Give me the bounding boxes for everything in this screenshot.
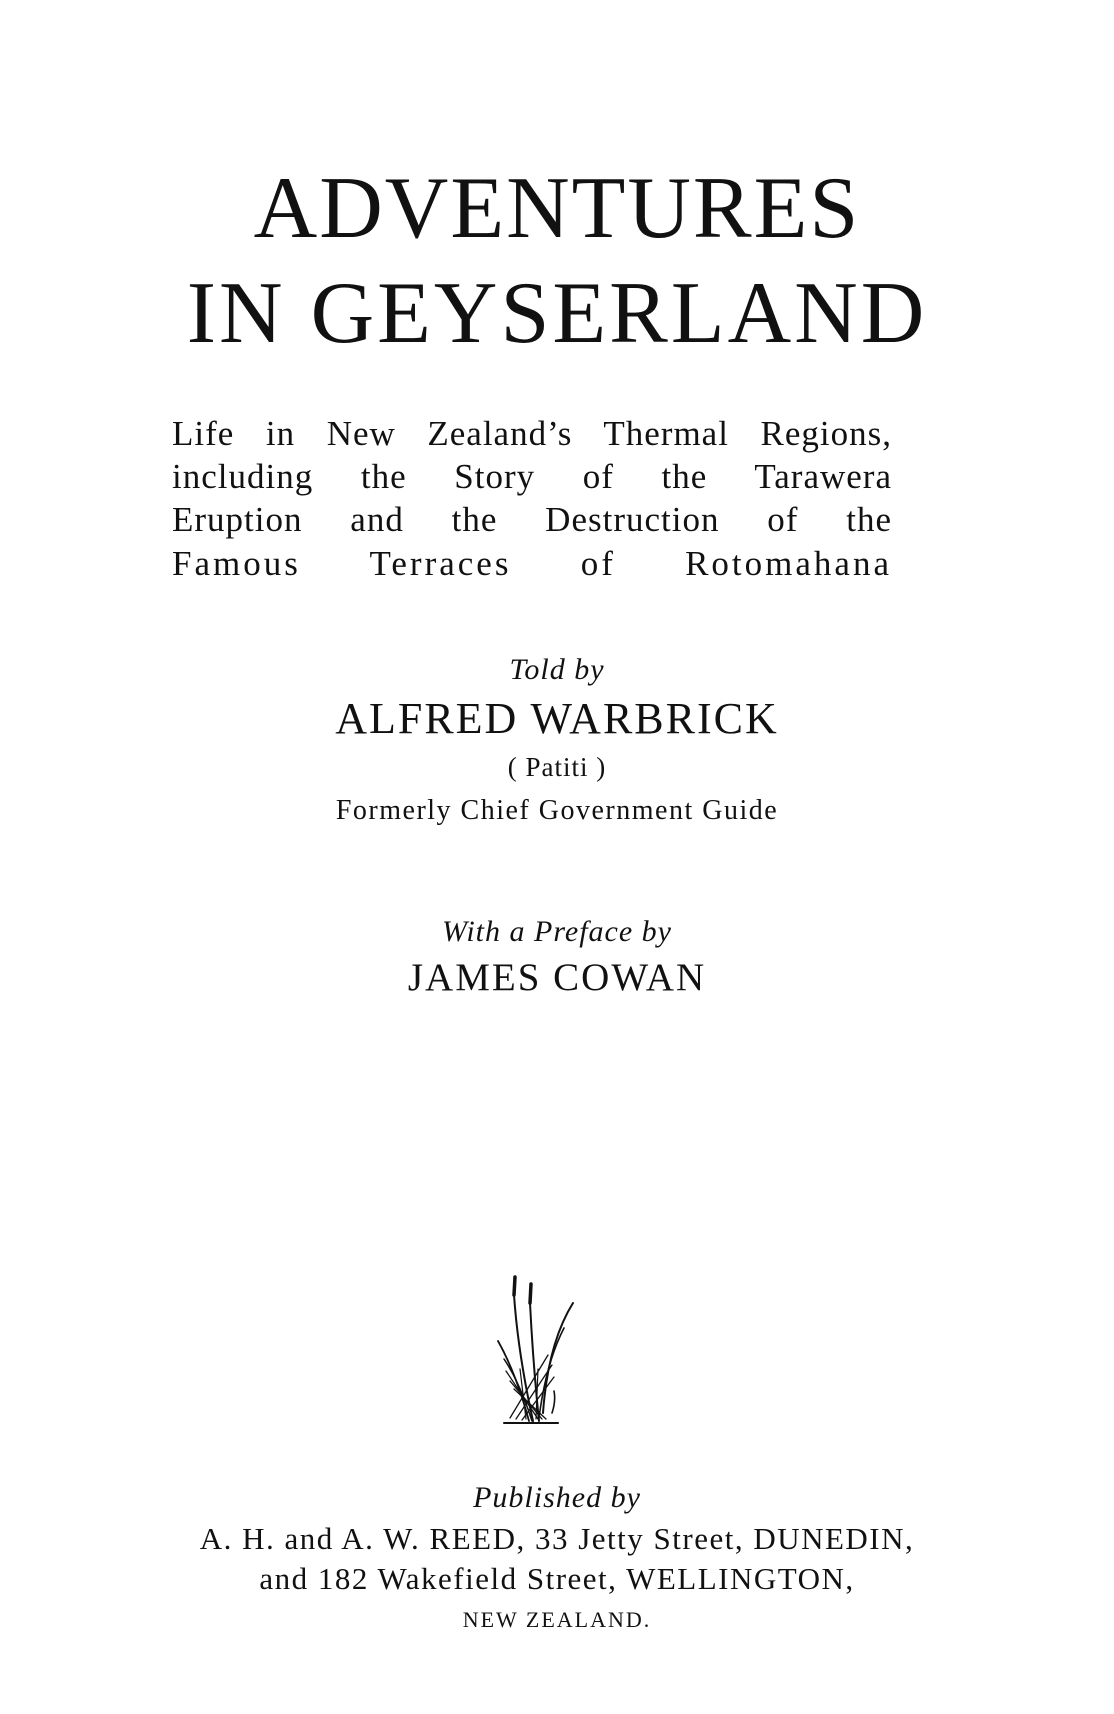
book-title-line-1: ADVENTURES — [253, 160, 861, 257]
subtitle-line-2: including the Story of the Tarawera — [172, 457, 892, 496]
subtitle-line-3: Eruption and the Destruction of the — [172, 500, 892, 539]
subtitle-line-4: Famous Terraces of Rotomahana — [172, 544, 892, 583]
subtitle-line-1: Life in New Zealand’s Thermal Regions, — [172, 414, 892, 453]
publisher-line-3: NEW ZEALAND. — [462, 1607, 652, 1632]
published-by-label: Published by — [473, 1481, 641, 1514]
publisher-line-1: A. H. and A. W. REED, 33 Jetty Street, DUNEDIN, — [199, 1521, 915, 1556]
raupo-reeds-icon — [496, 1273, 576, 1433]
author-pen-name: ( Patiti ) — [507, 752, 607, 782]
publisher-line-2: and 182 Wakefield Street, WELLINGTON, — [259, 1561, 855, 1596]
preface-author-name: JAMES COWAN — [407, 956, 707, 999]
author-name: ALFRED WARBRICK — [335, 694, 779, 743]
book-title-line-2: IN GEYSERLAND — [186, 265, 928, 362]
told-by-label: Told by — [509, 653, 605, 686]
author-role: Formerly Chief Government Guide — [335, 795, 779, 826]
preface-label: With a Preface by — [442, 915, 672, 948]
